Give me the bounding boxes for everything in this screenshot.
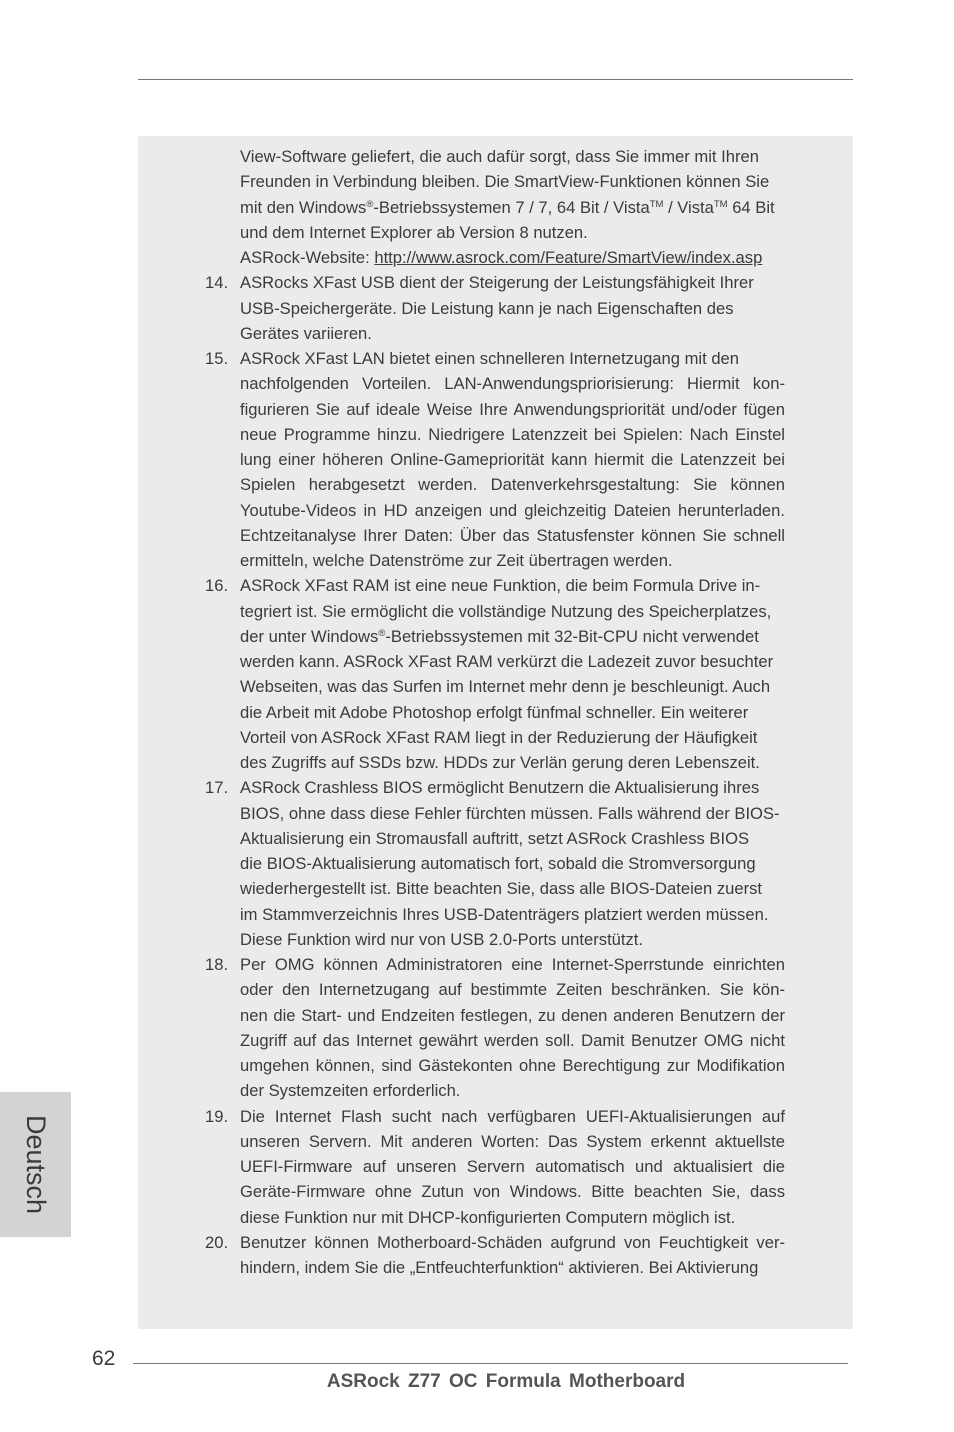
text-line [240,169,785,194]
text-line [240,371,785,396]
text-segment: umgehen können, sind Gästekonten ohne Berechtigung zur Modifikation [240,1056,785,1075]
text-segment: Vorteil von ASRock XFast RAM liegt in der Reduzierung der Häufigkeit [240,727,758,747]
text-line [240,826,785,851]
text-line [240,1104,785,1129]
text-segment: UEFI-Firmware auf unseren Servern automatisch und aktualisiert die [240,1157,785,1176]
text-line [240,1028,785,1053]
footer-rule [133,1363,848,1364]
text-segment: Per OMG können Administratoren eine Internet-Sperrstunde einrichten [240,955,785,974]
text-line [240,346,785,371]
text-segment: Die Internet Flash sucht nach verfügbaren UEFI-Aktualisierungen auf [240,1106,785,1126]
text-line [240,876,785,901]
text-line [240,447,785,472]
text-segment: USB-Speichergeräte. Die Leistung kann je nach Eigenschaften des [240,298,734,318]
list-item [0,270,954,346]
language-tab-label: Deutsch [21,1114,51,1215]
text-line [240,775,785,800]
text-line [240,1230,785,1255]
list-item [0,952,954,1104]
item-number: 15. [205,349,229,368]
text-segment: Gerätes variieren. [240,323,372,343]
item-text [240,144,785,270]
text-line [240,1129,785,1154]
superscript-mark: TM [649,198,664,210]
item-text [240,775,785,952]
text-segment: nachfolgenden Vorteilen. LAN-Anwendungspriorisierung: Hiermit kon- [240,374,785,394]
text-line [240,498,785,523]
text-segment: Benutzer können Motherboard-Schäden aufgrund von Feuchtigkeit ver- [240,1232,785,1252]
text-line [240,952,785,977]
text-segment: tegriert ist. Sie ermöglicht die vollständige Nutzung des Speicherplatzes, [240,601,772,621]
text-segment: -Betriebssystemen 7 / 7, 64 Bit / Vista [373,197,650,217]
item-text [240,1104,785,1230]
text-segment: ASRock XFast RAM ist eine neue Funktion, die beim Formula Drive in- [240,576,761,596]
text-segment: Spielen herabgesetzt werden. Datenverkehrsgestaltung: Sie können [240,475,785,495]
text-segment: mit den Windows [240,197,367,217]
text-segment: ASRock XFast LAN bietet einen schnelleren Internetzugang mit den [240,349,740,368]
superscript-mark: TM [713,198,728,210]
text-segment: ASRocks XFast USB dient der Steigerung der Leistungsfähigkeit Ihrer [240,273,754,293]
text-segment: hindern, indem Sie die „Entfeuchterfunktion“ aktivieren. Bei Aktivierung [240,1258,759,1277]
list-item [0,1104,954,1230]
text-line [240,1078,785,1103]
text-segment: der unter Windows [240,626,379,646]
text-segment: ermitteln, welche Datenströme zur Zeit übertragen werden. [240,551,673,570]
item-text [240,346,785,573]
text-line [240,573,785,598]
text-segment: unseren Servern. Mit anderen Worten: Das System erkennt aktuellste [240,1131,785,1151]
text-line [240,220,785,245]
text-segment: neue Programme hinzu. Niedrigere Latenzzeit bei Spielen: Nach Einstel [240,424,785,444]
superscript-mark: ® [366,198,374,210]
text-segment: Youtube-Videos in HD anzeigen und gleichzeitig Dateien herunterladen. [240,500,785,520]
item-number: 18. [205,955,229,974]
text-segment: ASRock Crashless BIOS ermöglicht Benutzern die Aktualisierung ihres [240,778,760,798]
text-line [240,548,785,573]
text-segment: Echtzeitanalyse Ihrer Daten: Über das Statusfenster können Sie schnell [240,525,785,545]
text-line [240,144,785,169]
item-text [240,573,785,775]
text-segment: figurieren Sie auf ideale Weise Ihre Anwendungspriorität und/oder fügen [240,399,785,419]
text-segment: Diese Funktion wird nur von USB 2.0-Ports unterstützt. [240,929,644,949]
item-text [240,952,785,1104]
list-item [0,1230,954,1281]
text-line [240,700,785,725]
item-text [240,1230,785,1281]
text-segment: Webseiten, was das Surfen im Internet mehr denn je beschleunigt. Auch [240,677,771,697]
text-line [240,1154,785,1179]
text-line [240,321,785,346]
text-line [240,422,785,447]
text-line [240,902,785,927]
text-segment: BIOS, ohne dass diese Fehler fürchten müssen. Falls während der BIOS- [240,803,780,823]
text-segment: lung einer höheren Online-Gamepriorität kann hiermit die Latenzzeit bei [240,450,785,469]
text-line [240,977,785,1002]
text-line [240,649,785,674]
text-segment: Geräte-Firmware ohne Zutun von Windows. Bitte beachten Sie, dass [240,1182,785,1202]
text-line [240,245,785,270]
text-line [240,296,785,321]
text-line [240,750,785,775]
text-line [240,851,785,876]
text-segment: die Arbeit mit Adobe Photoshop erfolgt fünfmal schneller. Ein weiterer [240,702,749,722]
text-line [240,397,785,422]
text-segment: oder den Internetzugang auf bestimmte Zeiten beschränken. Sie kön- [240,980,785,1000]
text-line [240,725,785,750]
text-segment: nen die Start- und Endzeiten festlegen, zu denen anderen Benutzern der [240,1005,785,1025]
text-segment: / Vista [663,197,714,217]
superscript-mark: ® [378,627,386,639]
text-segment: -Betriebssystemen mit 32-Bit-CPU nicht verwendet [385,626,759,646]
text-segment: View-Software geliefert, die auch dafür sorgt, dass Sie immer mit Ihren [240,147,759,166]
text-segment: 64 Bit [727,197,775,217]
list-item [0,573,954,775]
list-item [0,775,954,952]
feature-list [0,144,954,1280]
text-segment: diese Funktion nur mit DHCP-konfigurierten Computern möglich ist. [240,1207,736,1227]
text-segment: wiederhergestellt ist. Bitte beachten Sie, dass alle BIOS-Dateien zuerst [240,879,763,899]
text-segment: Zugriff auf das Internet gewährt werden soll. Damit Benutzer OMG nicht [240,1030,785,1050]
list-item [0,346,954,573]
text-line [240,927,785,952]
intro-paragraph [0,144,954,270]
text-line [240,801,785,826]
header-rule [138,79,853,80]
item-number: 16. [205,576,229,596]
text-segment: des Zugriffs auf SSDs bzw. HDDs zur Verlän gerung deren Lebenszeit. [240,753,760,772]
text-line [240,1205,785,1230]
text-line [240,270,785,295]
footer-title: ASRock Z77 OC Formula Motherboard [326,1371,686,1392]
text-segment: werden kann. ASRock XFast RAM verkürzt die Ladezeit zuvor besuchter [240,652,774,671]
item-number: 19. [205,1106,229,1126]
page-number: 62 [92,1347,116,1370]
text-line [240,1003,785,1028]
text-line [240,599,785,624]
text-segment: Freunden in Verbindung bleiben. Die SmartView-Funktionen können Sie [240,172,770,192]
item-number: 17. [205,778,229,798]
text-segment: und dem Internet Explorer ab Version 8 nutzen. [240,222,588,242]
text-segment: ASRock-Website: [240,248,375,267]
text-line [240,523,785,548]
text-segment: im Stammverzeichnis Ihres USB-Datenträgers platziert werden müssen. [240,904,769,924]
text-line [240,1179,785,1204]
text-line [240,195,785,220]
text-line [240,1053,785,1078]
text-segment: Aktualisierung ein Stromausfall auftritt, setzt ASRock Crashless BIOS [240,828,750,848]
item-text [240,270,785,346]
text-segment: der Systemzeiten erforderlich. [240,1081,461,1101]
text-line [240,472,785,497]
item-number: 14. [205,273,229,293]
language-tab [0,1092,71,1237]
website-link[interactable]: http://www.asrock.com/Feature/SmartView/index.asp [374,248,763,267]
text-line [240,674,785,699]
text-line [240,1255,785,1280]
text-line [240,624,785,649]
text-segment: die BIOS-Aktualisierung automatisch fort, sobald die Stromversorgung [240,854,756,873]
item-number: 20. [205,1232,229,1252]
